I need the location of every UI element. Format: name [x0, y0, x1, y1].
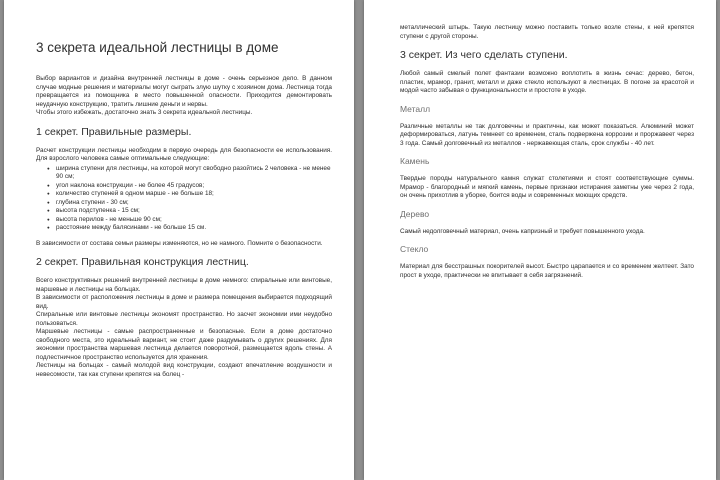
document-title: 3 секрета идеальной лестницы в доме [36, 40, 279, 55]
section-1-heading: 1 секрет. Правильные размеры. [36, 125, 192, 138]
section-2-paragraph: Спиральные или винтовые лестницы экономят пространство. Но засчет экономии ими неудобно пользоваться. [36, 311, 332, 327]
intro-paragraph-2: Чтобы этого избежать, достаточно знать 3 секрета идеальной лестницы. [36, 109, 253, 116]
section-2-paragraph: Лестницы на больцах - самый молодой вид конструкции, создают впечатление воздушности и невесомости, так как ступени крепятся на болец - [36, 362, 332, 378]
list-item: ● количество ступеней в одном марше - не больше 18; [56, 190, 332, 199]
list-item: ● высота перилов - не меньше 90 см; [56, 216, 332, 225]
section-3-paragraph: Любой самый смелый полет фантазии возможно воплотить в жизнь сечас: дерево, бетон, пластик, мрамор, гранит, металл и даже стекло используют в лестницах. В погоне за красотой и модой часто забывая о функциональности и простоте в уходе. [400, 70, 694, 94]
section-2-paragraph: Маршевые лестницы - самые распространенные и безопасные. Если в доме достаточно свободного места, это идеальный вариант, не стоит даже раздумывать о других решениях. Для экономии пространства маршевая лестница делается поворотной, размещается вдоль стены. А подлестничное пространство используется для хранения. [36, 328, 332, 361]
section-1-paragraph: Расчет конструкции лестницы необходим в первую очередь для безопасности ее использования. Для взрослого человека самые оптимальные следующие: [36, 146, 332, 162]
section-2-paragraph: Всего конструктивных решений внутренней лестницы в доме немного: спиральные или винтовые, маршевые и лестницы на больцах. [36, 277, 332, 293]
document-page-right [364, 0, 716, 480]
list-item: ● расстояние между балясинами - не больше 15 см. [56, 224, 332, 233]
section-2-paragraph: В зависимости от расположения лестницы в доме и размера помещения выбирается подходящий вид. [36, 294, 332, 310]
list-item: ● угол наклона конструкции - не более 45 градусов; [56, 182, 332, 191]
wood-paragraph: Самый недолговечный материал, очень капризный и требует повышенного ухода. [400, 227, 645, 235]
list-item: ● ширина ступени для лестницы, на которой могут свободно разойтись 2 человека - не менее 90 см; [56, 165, 332, 182]
section-1-paragraph-2: В зависимости от состава семьи размеры изменяются, но не намного. Помните о безопасности. [36, 239, 323, 247]
metal-heading: Металл [400, 103, 431, 114]
document-page-left [4, 0, 354, 480]
section-3-heading: 3 секрет. Из чего сделать ступени. [400, 49, 568, 61]
glass-heading: Стекло [400, 244, 429, 254]
dimensions-list [36, 165, 332, 233]
intro-paragraph: Выбор вариантов и дизайна внутренней лестницы в доме - очень серьезное дело. В данном случае модные решения и материалы могут сыграть злую шутку с хозяином дома. Лестница тогда превращается из помощника в место повышенной опасности. Приходится демонтировать неудачную конструкцию, тратить лишние деньги и нервы. [36, 75, 332, 108]
wood-heading: Дерево [400, 208, 430, 219]
metal-paragraph: Различные металлы не так долговечны и практичны, как может показаться. Алюминий может деформироваться, латунь темнеет со временем, сталь подвержена коррозии и проржавеет через 3 года. Самый долговечный из металлов - нержавеющая сталь, срок службы - 40 лет. [400, 122, 694, 147]
stone-heading: Камень [400, 156, 430, 166]
list-item: ● глубина ступени - 30 см; [56, 199, 332, 208]
section-2-heading: 2 секрет. Правильная конструкция лестниц. [36, 256, 249, 268]
glass-paragraph: Материал для бесстрашных покорителей высот. Быстро царапается и со временем желтеет. Зато прост в уходе, практически не впитывает в себя загрязнений. [400, 263, 694, 279]
list-item: ● высота подступенка - 15 см; [56, 207, 332, 216]
continuation-paragraph: металлический штырь. Такую лестницу можно поставить только возле стены, к ней крепятся ступени с другой стороны. [400, 24, 694, 40]
stone-paragraph: Твердые породы натурального камня служат столетиями и стоят соответствующие суммы. Мрамор - благородный и мягкий камень, первые признаки истирания заметны уже через 2 года, он очень прихотлив в уборке, боится воды и современных моющих средств. [400, 175, 694, 199]
